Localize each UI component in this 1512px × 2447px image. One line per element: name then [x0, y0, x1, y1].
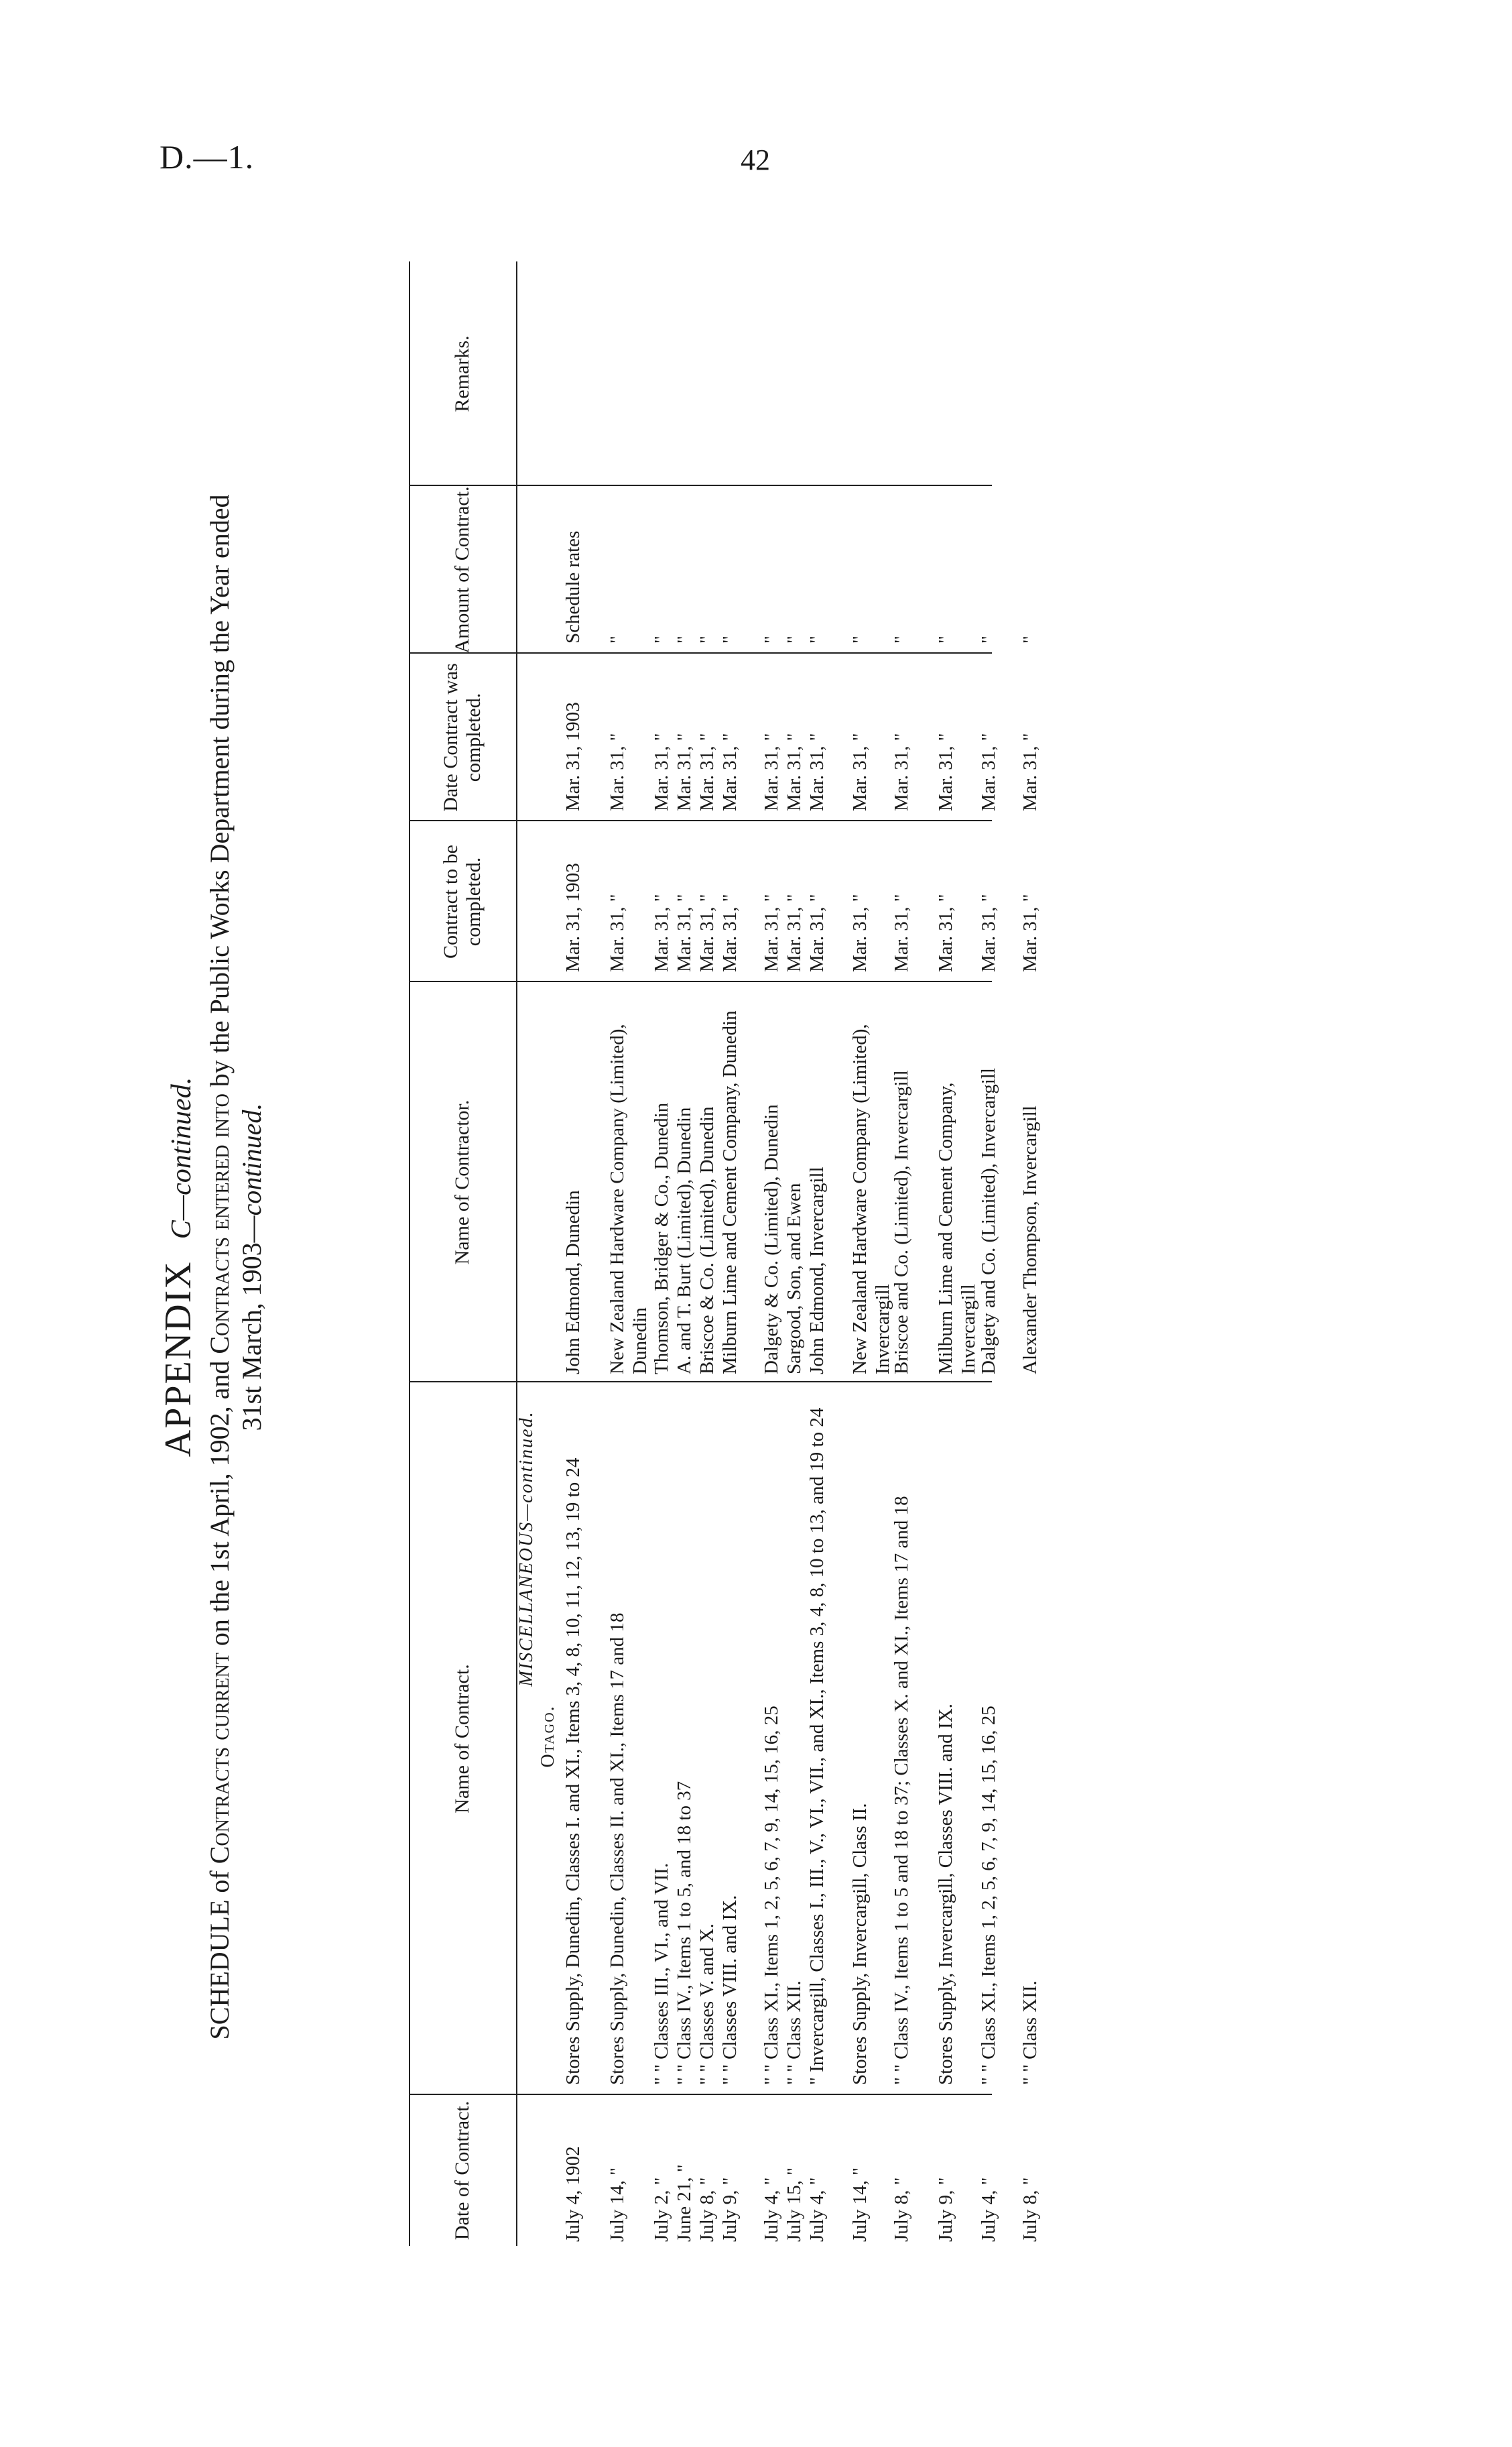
cell-date: July 9, " — [719, 2177, 741, 2242]
cell-contractor: A. and T. Burt (Limited), Dunedin — [674, 1107, 695, 1374]
cell-amount: " — [607, 636, 628, 644]
cell-completed: Mar. 31, " — [696, 733, 718, 811]
cell-completed: Mar. 31, 1903 — [562, 702, 584, 811]
cell-contract-name: " " Class IV., Items 1 to 5, and 18 to 37 — [674, 1781, 695, 2085]
cell-date: July 4, " — [806, 2177, 828, 2242]
col-header-remarks: Remarks. — [451, 335, 473, 412]
cell-date: July 14, " — [607, 2167, 628, 2242]
cell-contractor: New Zealand Hardware Company (Limited), Dunedin — [607, 1024, 651, 1374]
cell-contract-name: " " Class XI., Items 1, 2, 5, 6, 7, 9, 14, 15, 16, 25 — [978, 1706, 999, 2085]
cell-to-be-completed: Mar. 31, " — [978, 894, 999, 972]
region-heading: Otago. — [538, 1705, 558, 1768]
contracts-table — [315, 261, 1041, 2246]
cell-to-be-completed: Mar. 31, " — [1019, 894, 1041, 972]
cell-completed: Mar. 31, " — [783, 733, 805, 811]
cell-contract-name: Stores Supply, Dunedin, Classes II. and XI., Items 17 and 18 — [607, 1612, 628, 2085]
cell-contract-name: Stores Supply, Dunedin, Classes I. and XI., Items 3, 4, 8, 10, 11, 12, 13, 19 to 24 — [562, 1457, 584, 2085]
cell-contract-name: " " Classes III., VI., and VII. — [651, 1862, 672, 2085]
cell-contract-name: " " Class XII. — [1019, 1980, 1041, 2085]
cell-to-be-completed: Mar. 31, " — [674, 894, 695, 972]
title-part: SCHEDULE of — [204, 1864, 235, 2040]
cell-to-be-completed: Mar. 31, " — [719, 894, 741, 972]
cell-to-be-completed: Mar. 31, " — [651, 894, 672, 972]
cell-amount: " — [891, 636, 912, 644]
title-part: Contracts current — [204, 1653, 235, 1864]
cell-amount: " — [783, 636, 805, 644]
cell-contractor: Briscoe & Co. (Limited), Dunedin — [696, 1106, 718, 1374]
cell-amount: " — [806, 636, 828, 644]
cell-to-be-completed: Mar. 31, " — [696, 894, 718, 972]
cell-contractor: Sargood, Son, and Ewen — [783, 1183, 805, 1374]
cell-to-be-completed: Mar. 31, " — [607, 894, 628, 972]
col-header-date: Date of Contract. — [451, 2100, 473, 2241]
section-heading: MISCELLANEOUS—continued. — [516, 1411, 537, 1687]
appendix-continued: C—continued. — [166, 1077, 197, 1240]
cell-contractor: Alexander Thompson, Invercargill — [1019, 1106, 1041, 1374]
cell-to-be-completed: Mar. 31, " — [806, 894, 828, 972]
cell-amount: " — [1019, 636, 1041, 644]
cell-date: June 21, " — [674, 2164, 695, 2242]
appendix-label: APPENDIX — [158, 1260, 199, 1457]
title-part: on the 1st April, 1902, and — [204, 1354, 235, 1653]
cell-contract-name: " " Classes V. and X. — [696, 1923, 718, 2085]
schedule-title — [204, 228, 268, 2306]
title-part: continued. — [237, 1103, 267, 1216]
cell-contract-name: " Invercargill, Classes I., III., V., VI., VII., and XI., Items 3, 4, 8, 10 to 13, and 19 to 24 — [806, 1407, 828, 2085]
cell-amount: " — [935, 636, 956, 644]
cell-to-be-completed: Mar. 31, " — [761, 894, 782, 972]
col-header-name: Name of Contract. — [451, 1664, 473, 1813]
rotated-page — [154, 228, 1041, 2306]
cell-contractor: New Zealand Hardware Company (Limited), Invercargill — [849, 1024, 893, 1374]
cell-amount: " — [761, 636, 782, 644]
cell-date: July 8, " — [1019, 2177, 1041, 2242]
cell-date: July 8, " — [891, 2177, 912, 2242]
cell-contract-name: " " Classes VIII. and IX. — [719, 1895, 741, 2085]
table-top-rule — [409, 261, 410, 2246]
cell-to-be-completed: Mar. 31, " — [849, 894, 871, 972]
col-header-contractor: Name of Contractor. — [451, 1099, 473, 1265]
cell-completed: Mar. 31, " — [978, 733, 999, 811]
cell-date: July 14, " — [849, 2167, 871, 2242]
cell-contract-name: " " Class XII. — [783, 1980, 805, 2085]
cell-completed: Mar. 31, " — [674, 733, 695, 811]
cell-date: July 15, " — [783, 2167, 805, 2242]
cell-amount: " — [719, 636, 741, 644]
cell-contractor: John Edmond, Dunedin — [562, 1190, 584, 1374]
cell-amount: " — [849, 636, 871, 644]
cell-date: July 4, " — [978, 2177, 999, 2242]
cell-to-be-completed: Mar. 31, " — [935, 894, 956, 972]
cell-contractor: Dalgety & Co. (Limited), Dunedin — [761, 1104, 782, 1374]
cell-amount: Schedule rates — [562, 530, 584, 644]
cell-contractor: John Edmond, Invercargill — [806, 1167, 828, 1374]
cell-date: July 4, 1902 — [562, 2146, 584, 2242]
title-part: 31st March, 1903— — [237, 1215, 267, 1431]
col-header-amount: Amount of Contract. — [451, 486, 473, 654]
cell-to-be-completed: Mar. 31, 1903 — [562, 863, 584, 972]
cell-amount: " — [674, 636, 695, 644]
cell-contractor: Milburn Lime and Cement Company, Dunedin — [719, 1010, 741, 1374]
cell-contract-name: Stores Supply, Invercargill, Classes VIII. and IX. — [935, 1704, 956, 2085]
cell-completed: Mar. 31, " — [849, 733, 871, 811]
page-number: 42 — [741, 143, 770, 176]
col-header-to-be-completed: Contract to be completed. — [440, 845, 485, 959]
cell-amount: " — [978, 636, 999, 644]
cell-to-be-completed: Mar. 31, " — [783, 894, 805, 972]
appendix-title — [157, 228, 200, 2306]
cell-date: July 4, " — [761, 2177, 782, 2242]
cell-contract-name: " " Class XI., Items 1, 2, 5, 6, 7, 9, 14, 15, 16, 25 — [761, 1706, 782, 2085]
title-part: by the Public Works Department during the Year ended — [204, 494, 235, 1094]
cell-completed: Mar. 31, " — [607, 733, 628, 811]
cell-date: July 2, " — [651, 2177, 672, 2242]
cell-contract-name: Stores Supply, Invercargill, Class II. — [849, 1803, 871, 2085]
title-part: Contracts entered into — [204, 1093, 235, 1354]
cell-amount: " — [651, 636, 672, 644]
cell-completed: Mar. 31, " — [935, 733, 956, 811]
cell-completed: Mar. 31, " — [806, 733, 828, 811]
cell-contractor: Milburn Lime and Cement Company, Invercargill — [935, 1082, 979, 1374]
col-header-completed: Date Contract was completed. — [440, 663, 485, 812]
cell-to-be-completed: Mar. 31, " — [891, 894, 912, 972]
cell-completed: Mar. 31, " — [719, 733, 741, 811]
cell-amount: " — [696, 636, 718, 644]
page-code: D.—1. — [160, 138, 255, 176]
cell-completed: Mar. 31, " — [891, 733, 912, 811]
cell-completed: Mar. 31, " — [1019, 733, 1041, 811]
heading — [154, 228, 315, 2306]
cell-date: July 9, " — [935, 2177, 956, 2242]
cell-contract-name: " " Class IV., Items 1 to 5 and 18 to 37; Classes X. and XI., Items 17 and 18 — [891, 1496, 912, 2085]
cell-contractor: Briscoe and Co. (Limited), Invercargill — [891, 1070, 912, 1374]
cell-completed: Mar. 31, " — [651, 733, 672, 811]
cell-date: July 8, " — [696, 2177, 718, 2242]
cell-contractor: Dalgety and Co. (Limited), Invercargill — [978, 1068, 999, 1374]
cell-contractor: Thomson, Bridger & Co., Dunedin — [651, 1102, 672, 1374]
cell-completed: Mar. 31, " — [761, 733, 782, 811]
